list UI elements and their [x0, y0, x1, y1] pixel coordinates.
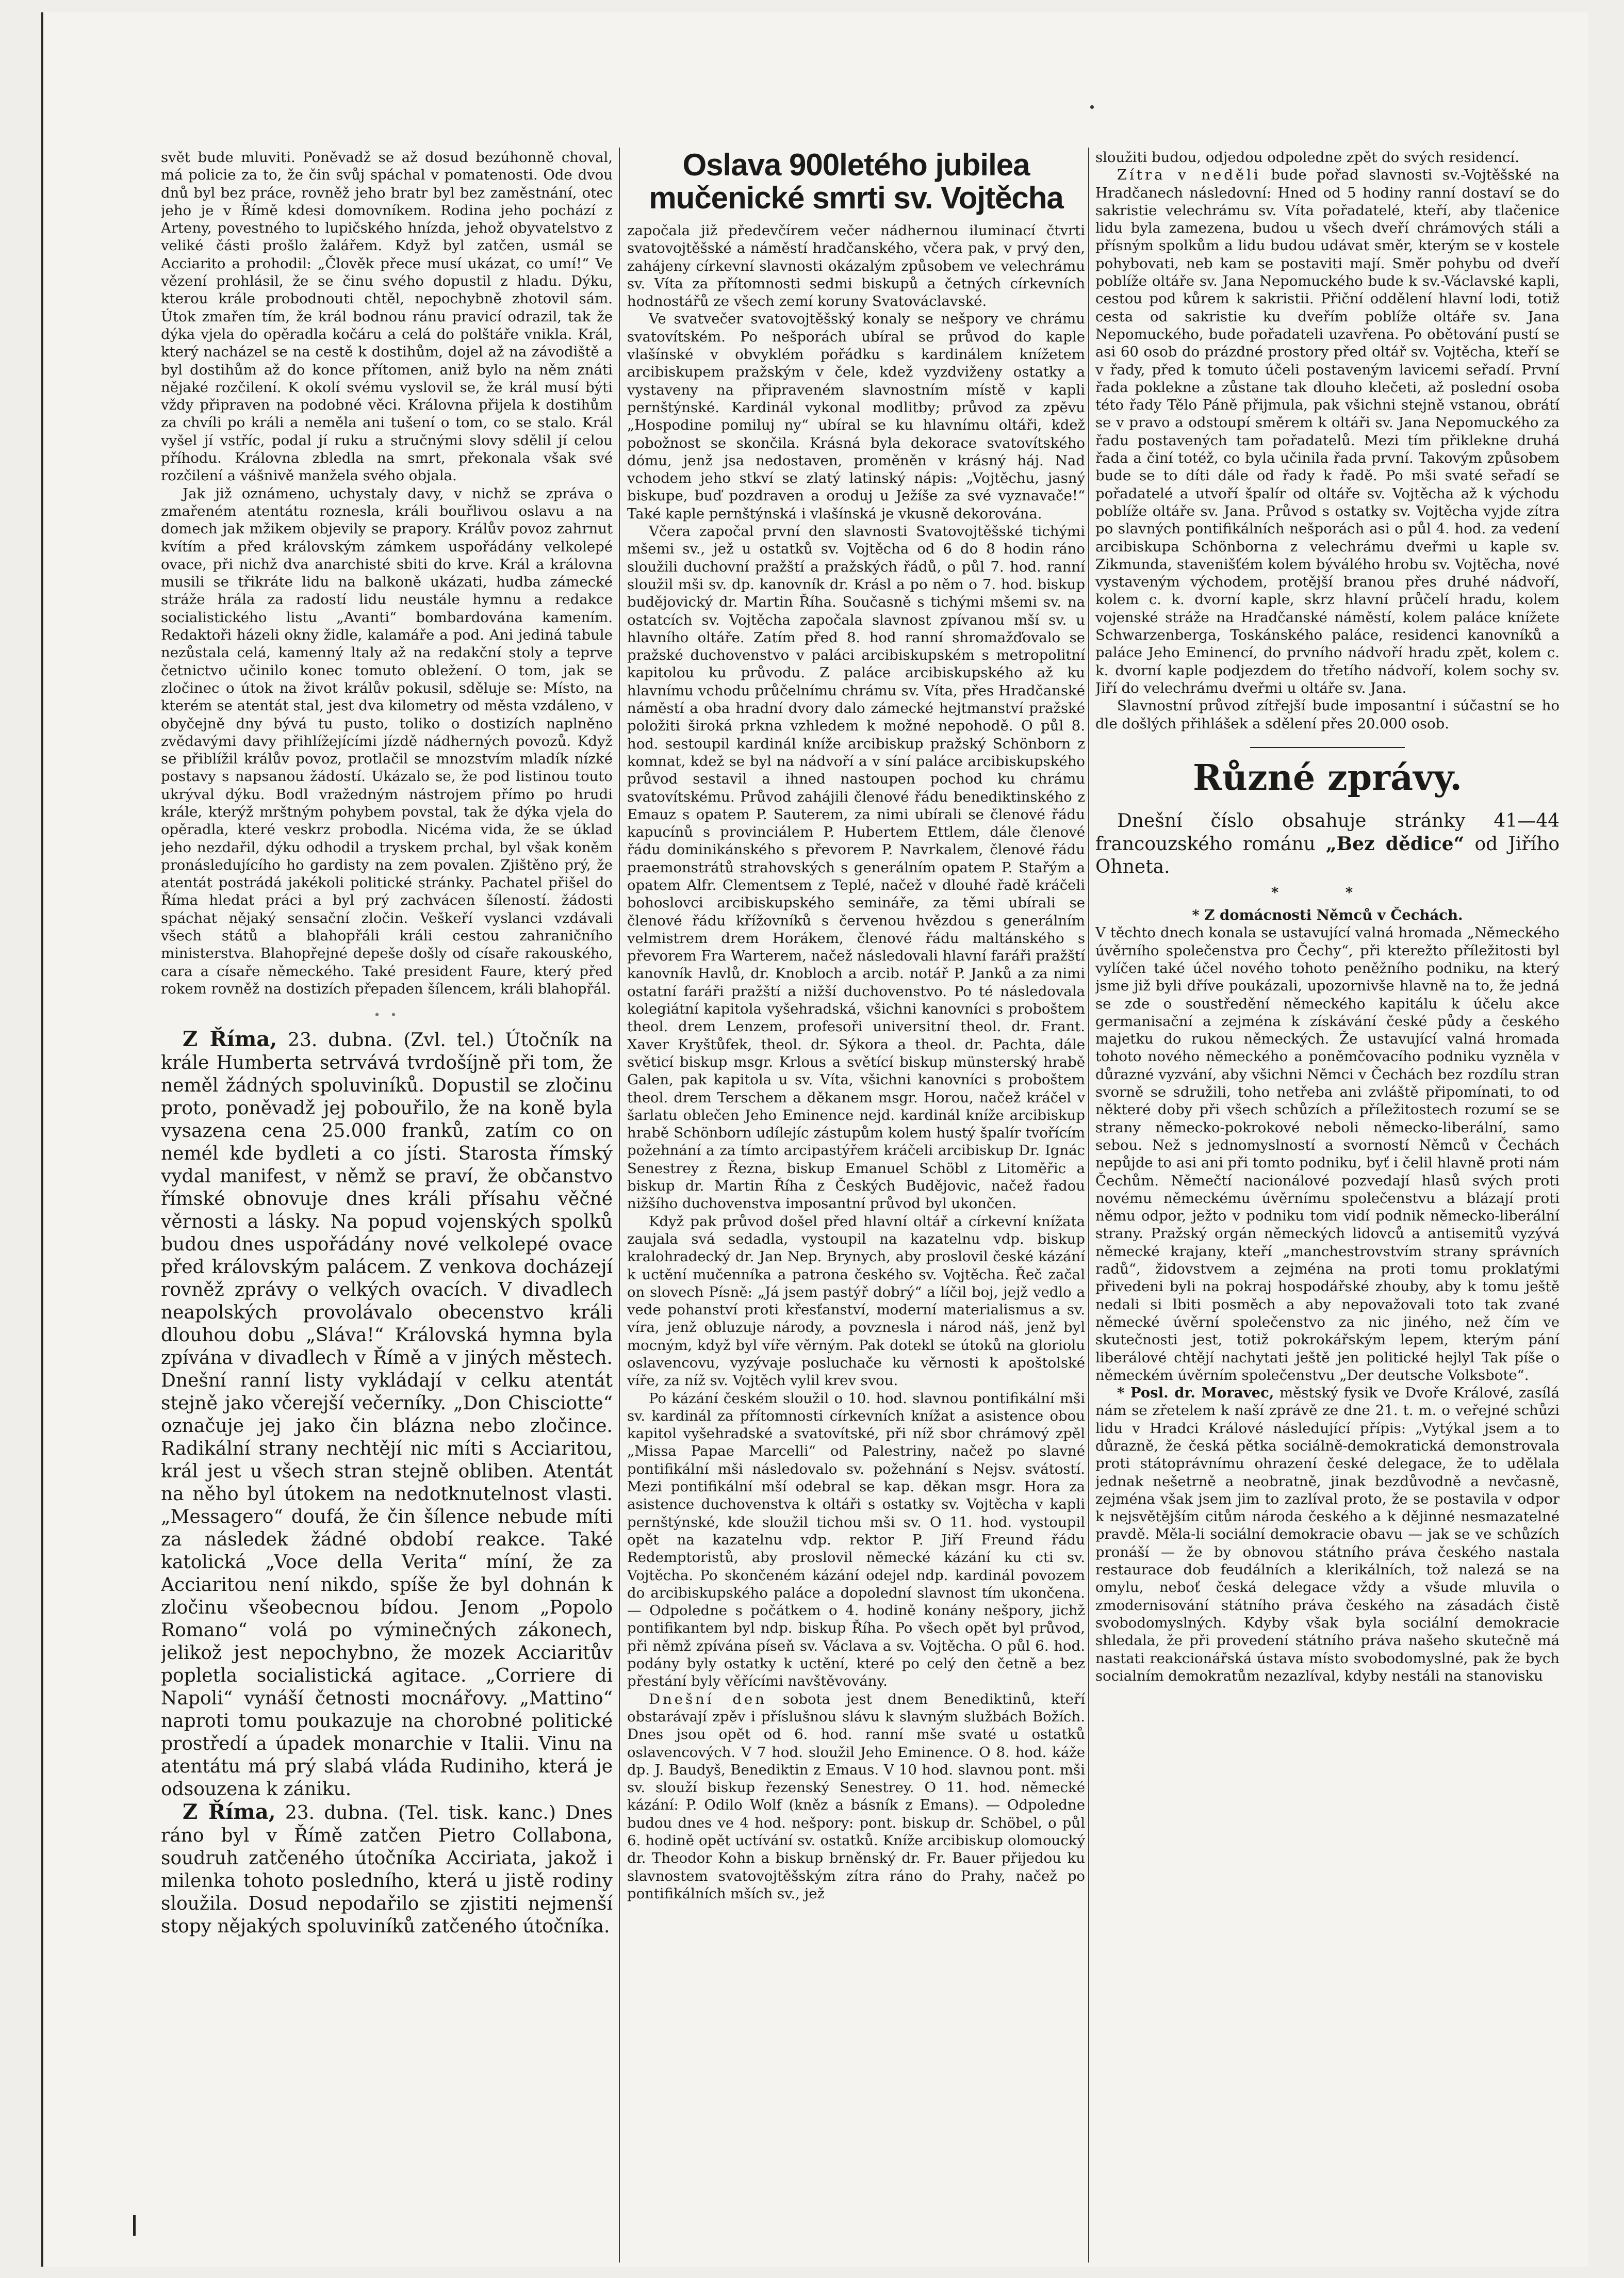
dateline-rome-2	[161, 1801, 613, 1938]
dateline-place: Z Říma,	[183, 1799, 276, 1824]
section-divider	[1250, 747, 1405, 748]
margin-mark	[133, 2215, 136, 2236]
rubric-heading: * Posl. dr. Moravec,	[1117, 1385, 1274, 1402]
paragraph-text: městský fysik ve Dvoře Králové, zasílá nám se zřetelem k naší zprávě ze dne 21. t. m. o veřejné schůzi lidu v Hradci Králové následující přípis: „Vytýkal jsem a to důrazně, že česká pětka sociálně-demokratická demonstrovala proti státoprávnímu ohrazení české delegace, že to udělala jednak nešetrně a neobratně, jinak bezdůvodně a nevčasně, zejména však jsem jim to zazlíval proto, že se postavila v odpor k nejsvětějším citům národa českého a k dějinné nesmazatelné pravdě. Měla-li sociální demokracie obavu — jak se ve schůzích pronáší — že by obnovou státního práva českého nastala restaurace dob feudálních a klerikálních, tož nalezá se na omylu, neboť česká delegace vždy a všude mluvila o zmodernisování státního práva českého na zásadách čistě svobodomyslných. Kdyby však byla sociální demokracie shledala, že při provedení státního práva našeho skutečně má nastati reakcionářská ústava místo svobodomyslné, pak že bych socialním demokratům nezazlíval, kdyby nestáli na stanovisku	[1095, 1385, 1560, 1684]
paragraph-text: sobota jest dnem Benediktinů, kteří obstarávají zpěv i příslušnou slávu k slavným službách Božích. Dnes jsou opět od 6. hod. ranní mše svaté u ostatků oslavencových. V 7 hod. sloužil Jeho Eminence. O 8. hod. káže dp. J. Baudyš, Benediktin z Emaus. V 10 hod. slavnou pont. mši sv. slouží biskup řezenský Senestrey. O 11. hod. německé kázání: P. Odilo Wolf (kněz a básník z Emans). — Odpoledne budou dnes ve 4 hod. nešpory: pont. biskup dr. Schöbel, o půl 6. hodině opět uctívání sv. ostatků. Kníže arcibiskup olomoucký dr. Theodor Kohn a biskup brněnský dr. Fr. Bauer přijedou ku slavnostem svatovojtěšským zítra ráno do Prahy, načež po pontifikálních mších sv., jež	[627, 1690, 1085, 1902]
notice-author: od Jiřího Ohneta.	[1095, 833, 1560, 877]
dateline-text: 23. dubna. (Zvl. tel.) Útočník na krále Humberta setrvává tvrdošíjně při tom, že neměl žádných spoluviníků. Dopustil se zločinu proto, poněvadž jej pobouřilo, že na koně byla vysazena cena 25.000 franků, zatím co on nemél kde bydleti a co jísti. Starosta římský vydal manifest, v němž se praví, že občanstvo římské obnovuje dnes králi přísahu věčné věrnosti a lásky. Na popud vojenských spolků budou dnes uspořádány nové velkolepé ovace před královským palácem. Z venkova docházejí rovněž zprávy o velkých ovacích. V divadlech neapolských provolávalo obecenstvo králi dlouhou dobu „Sláva!“ Královská hymna byla zpívána v divadlech v Římě a v jiných městech. Dnešní ranní listy vykládají v celku atentát stejně jako včerejší večerníky. „Don Chisciotte“ označuje jej jako čin blázna nebo zločince. Radikální strany nechtějí nic míti s Acciaritou, král jest u všech stran stejně obliben. Atentát na něho byl útokem na nedotknutelnost vlasti. „Messagero“ doufá, že čin šílence nebude míti za následek žádné období reakce. Také katolická „Voce della Verita“ míní, že za Acciaritou není nikdo, spíše že byl dohnán k zločinu všeobecnou bídou. Jenom „Popolo Romano“ volá po výminečných zákonech, jelikož jest nepochybno, že mozek Acciaritův popletla socialistická agitace. „Corriere di Napoli“ vynáší četnosti mocnářovy. „Mattino“ naproti tomu poukazuje na chorobné politické prostředí a úpadek monarchie v Italii. Vinu na atentátu má prý slabá vláda Rudiniho, která je odsouzena k zániku.	[161, 1029, 613, 1800]
column-1	[161, 149, 613, 2202]
article-continuation: sloužiti budou, odjedou odpoledne zpět do svých residencí.	[1095, 149, 1519, 166]
article-continuation: svět bude mluviti. Poněvadž se až dosud bezúhonně choval, má policie za to, že čin svůj spáchal v pomatenosti. Ode dvou dnů byl bez práce, rovněž jeho bratr byl bez zaměstnání, otec jeho je v Římě kdesi domovníkem. Rodina jeho pochází z Arteny, povestného to lupičského hnízda, jehož obyvatelstvo z veliké části prošlo žalářem. Když byl zatčen, usmál se Acciarito a prohodil: „Člověk přece musí ukázat, co umí!“ Ve vězení prohlásil, že se činu svého dopustil z hladu. Dýku, kterou krále probodnouti chtěl, nepochybně zhotovil sám. Útok zmařen tím, že král bodnou ránu pravicí odrazil, tak že dýka vjela do opěradla kočáru a celá do polštáře vnikla. Král, který nacházel se na cestě k dostihům, dojel až na závodiště a byl dostihům až do konce přítomen, aniž bylo na něm znáti nějaké rozčilení. K okolí svému vyslovil se, že král musí býti vždy připraven na podobné věci. Královna přijela k dostihům za chvíli po králi a neměla ani tušení o tom, co se stalo. Král vyšel jí vstříc, podal jí ruku a stručnými slovy sdělil jí celou příhodu. Královna zbledla na smrt, překonala však své rozčilení a vášnivě manžela svého objala.	[161, 149, 613, 484]
separator-stars: * *	[1271, 884, 1384, 901]
novel-notice	[1095, 810, 1560, 878]
article-paragraph: započala již předevčírem večer nádhernou iluminací čtvrti svatovojtěšské a náměstí hradčanského, včera pak, v prvý den, zahájeny církevní slavnosti okázalým způsobem ve velechrámu sv. Víta za přítomnosti sedmi biskupů a četných církevních hodnostářů ze všech zemí koruny Svatováclavské.	[627, 222, 1085, 310]
dateline-place: Z Říma,	[183, 1027, 277, 1051]
article-paragraph: Včera započal první den slavnosti Svatovojtěšské tichými mšemi sv., jež u ostatků sv. Vojtěcha od 6 do 8 hodin ráno sloužili duchovní pražští a pražských řádů, o půl 7. hod. ranní sloužil mši sv. dp. kanovník dr. Krásl a po něm o 7. hod. biskup budějovický dr. Martin Říha. Současně s tichými mšemi sv. na ostatcích sv. Vojtěcha započala slavnost zpívanou mší sv. u hlavního oltáře. Zatím před 8. hod ranní shromažďovalo se pražské duchovenstvo v paláci arcibiskupském s metropolitní kapitolou ku průvodu. Z paláce arcibiskupského až ku hlavnímu vchodu průčelnímu chrámu sv. Víta, přes Hradčanské náměstí a oba hradní dvory dalo zámecké hejtmanství pražské položiti široká prkna vzhledem k možné nepohodě. O půl 8. hod. sestoupil kardinál kníže arcibiskup pražský Schönborn z komnat, kdež se byl na nádvoří a v síní paláce arcibiskupského průvod sestavil a ihned nastoupen pochod ku chrámu svatovítskému. Průvod zahájili členové řádu benediktinského z Emauz s opatem P. Sauterem, za nimi ubírali se členové řádu kapucínů s provinciálem P. Hubertem Ettlem, dále členové řádu dominikánského s převorem P. Navrkalem, členové řádu praemonstrátů strahovských s generálním opatem P. Stařým a opatem Alfr. Clementsem z Teplé, načež v dlouhé řadě kráčeli bohoslovci arcibiskupského semináře, za těmi ubírali se členové řádu křížovníků s červenou hvězdou s generálním velmistrem drem Horákem, členové řádu maltánského s převorem Fra Warterem, načež následovali hlavní faráři pražští kanovník Havlů, dr. Knobloch a arcib. notář P. Janků a za nimi ostatní faráři pražští a nižší duchovenstvo. Po té následovala kolegiátní kapitola vyšehradská, všichni kanovníci s proboštem theol. drem Lenzem, profesoři universitní theol. dr. Frant. Xaver Kryštůfek, theol. dr. Sýkora a theol. dr. Pachta, dále světicí biskup msgr. Krlous a světící biskup münsterský hrabě Galen, pak kapitola u sv. Víta, všichni kanovníci s proboštem theol. drem Terschem a děkanem msgr. Horou, načež kráčel v šarlatu oblečen Jeho Eminence nejd. kardinál kníže arcibiskup hrabě Schönborn udílejíc zástupům kolem hustý špalír tvořícím požehnání a za tímto arcipastýřem kráčeli arcibiskup Dr. Ignác Senestrey z Řezna, biskup Emanuel Schöbl z Litoměřic a biskup dr. Martin Říha z Českých Budějovic, načež řadou nižšího duchovenstva imposantní průvod byl ukončen.	[627, 523, 1085, 1212]
novel-title: „Bez dědice“	[1325, 833, 1465, 855]
article-headline: Oslava 900letého jubilea mučenické smrti sv. Vojtěcha	[649, 149, 1063, 215]
article-paragraph: Jak již oznámeno, uchystaly davy, v nichž se zpráva o zmařeném atentátu roznesla, králi bouřlivou oslavu a na domech jak mžikem objevily se prapory. Králův povoz zahrnut kvítím a před královským zámkem uspořádány velkolepé ovace, při nichž dva anarchisté sbiti do krve. Král a královna musili se třikráte lidu na balkoně ukázati, hudba zámecké stráže hrála za radostí lidu neustále hymnu a redakce socialistického listu „Avanti“ bombardována kamením. Redaktoři házeli okny židle, kalamáře a pod. Ani jediná tabule nezůstala celá, kamenný ltaly až na redakční stoly a teprve četnictvo učinilo konec tomuto obležení. O tom, jak se zločinec o útok na život králův pokusil, sděluje se: Místo, na kterém se atentát stal, jest dva kilometry od města vzdáleno, v obyčejně dny bývá tu pusto, toliko o dostizích naplněno zvědavými davy přihlížejícími jízdě nádherných povozů. Když se přiblížil králův povoz, protlačil se mnozstvím mladík nízké postavy s napsanou žádostí. Ukázalo se, že pod listinou touto ukrýval dýku. Bodl vražedným nástrojem přímo po hrudi krále, kterýž mrštným pohybem povstal, tak že dýka vjela do opěradla, které veskrz probodla. Nicéma vida, že se úklad jeho nezdařil, dýku odhodil a tryskem prchal, byl však koněm pronásledujícího ho gardisty na zem povalen. Zjištěno prý, že atentát postrádá jakékoli politické stránky. Pachatel přišel do Říma hledat práci a byl prý zachvácen šíleností. žádosti spáchat nějaký sensační zločin. Veškeří vyslanci vzdávali všech států a blahopřáli králi cestou zahraničního ministerstva. Blahopřejné depeše došly od císaře rakouského, cara a císaře německého. Také president Faure, který před rokem rovněž na dostizích přepaden šílencem, králi blahopřál.	[161, 485, 613, 997]
article-paragraph: Po kázání českém sloužil o 10. hod. slavnou pontifikální mši sv. kardinál za přítomnosti církevních knížat a asistence obou kapitol vyšehradské a svatovítské, při níž sbor chrámový zpěl „Missa Papae Marcelli“ od Palestriny, načež po slavné pontifikální mši následovalo sv. požehnání s Nejsv. svátostí. Mezi pontifikální mší odebral se kap. děkan msgr. Hora za asistence duchovenstva k oltáři s ostatky sv. Vojtěcha v kapli pernštýnské, kde sloužil tichou mši sv. O 11. hod. vystoupil opět na kazatelnu vdp. rektor P. Jiří Freund řádu Redemptoristů, aby proslovil německé kázání ku cti sv. Vojtěcha. Po skončeném kázání odejel ndp. kardinál povozem do arcibiskupského paláce a dopolední slavnost tím ukončena. — Odpoledne s počátkem o 4. hodině konány nešpory, jichž pontifikantem byl ndp. biskup Říha. Po všech opět byl průvod, při němž zpívána píseň sv. Václava a sv. Vojtěcha. O půl 6. hod. podány byly ostatky k uctění, které po celý den četně a bez přestání byly věřícími navštěvovány.	[627, 1390, 1085, 1690]
article-paragraph: Ve svatvečer svatovojtěšský konaly se nešpory ve chrámu svatovítském. Po nešporách ubíral se průvod do kaple vlašínské v obvyklém pořádku s kardinálem knížetem arcibiskupem pražským v čele, kdež vyzdviženy ostatky a vystaveny na připraveném slavnostním místě v kapli pernštýnské. Kardinál vykonal modlitby; průvod za zpěvu „Hospodine pomiluj ny“ ubíral se ku hlavnímu oltáři, kdež pobožnost se skončila. Krásná byla dekorace svatovítského dómu, jenž jsa nedostaven, proměněn v krásný háj. Nad vchodem jeho stkví se zlatý latinský nápis: „Vojtěchu, jasný biskupe, buď pozdraven a oroduj u Ježíše za své vyznavače!“ Také kaple pernštýnská i vlašínská je vkusně dekorována.	[627, 311, 1085, 522]
column-3	[1095, 149, 1560, 2233]
column-2	[627, 149, 1085, 2233]
article-paragraph	[1095, 166, 1560, 697]
column-rule-right	[1088, 148, 1089, 2263]
dateline-rome-1	[161, 1028, 613, 1801]
paragraph-text: bude pořad slavnosti sv.-Vojtěšské na Hradčanech následovní: Hned od 5 hodiny ranní dostaví se do sakristie velechrámu sv. Víta pořadatelé, kteří, aby tlačenice lidu byla zamezena, budou u všech dveří chrámových stáli a přísným spolkům a lidu budou udávat směr, kterým se v kostele pohybovati, neb kam se postaviti mají. Směr pohybu od dveří poblíže oltáře sv. Jana Nepomuckého bude k sv.-Václavské kapli, cestou pod kůrem k sakristii. Přiční oddělení hlavní lodi, totiž cesta od sakristie ku dveřím poblíže oltáře sv. Jana Nepomuckého, bude pořadateli uzavřena. Po obětování pustí se asi 60 osob do prázdné prostory před oltář sv. Vojtěcha, kteří se v řady, před k tomuto účeli postaveným lavicemi seřadí. První řada poklekne a zůstane tak dlouho klečeti, až poslední osoba této řady Tělo Páně přijmula, pak všichni stejně vstanou, obrátí se v pravo a odstoupí směrem k oltáři sv. Jana Nepomuckého za řadu postavených tam pořadatelů. Mezi tím přiklekne druhá řada a činí totéž, co byla učinila řada první. Takovým způsobem bude se to díti dále od řady k řadě. Po mši svaté seřadí se pořadatelé a utvoří špalír od oltáře sv. Vojtěcha až k východu poblíže oltáře sv. Jana. Průvod s ostatky sv. Vojtěcha vyjde zítra po slavných pontifikálních nešporách asi o půl 4. hod. za vedení arcibiskupa Schönborna z velechrámu dveřmi u kaple sv. Zikmunda, stavenišťém kolem býválého hrobu sv. Vojtěcha, nové vystaveným východem, protější branou přes druhé nádvoří, kolem c. k. dvorní kaple, skrz hlavní průčelí hradu, kolem vojenské stráže na Hradčanské náměstí, kolem paláce knížete Schwarzenberga, Toskánského paláce, residenci kanovníků a paláce Jeho Eminencí, do prvního nádvoří hradu zpět, kolem c. k. dvorní kaple podjezdem do třetího nádvoří, kolem sochy sv. Jiří do velechrámu dveřmi u oltáře sv. Jana.	[1095, 167, 1560, 696]
spaced-lead: Dnešní den	[649, 1690, 767, 1707]
article-paragraph	[627, 1690, 1085, 1903]
spaced-lead: Zítra v neděli	[1117, 167, 1261, 184]
article-paragraph: V těchto dnech konala se ustavující valná hromada „Německého úvěrního společenstva pro Čechy“, při kterežto příležitosti byl vylíčen také účel nového tohoto peněžního podniku, na který jsme již byli dříve poukázali, upozornivše hlavně na to, že jedná se zde o soustředění německého kapitálu k účelu akce germanisační a zejména k získávání české půdy a českého majetku do rukou německých. Že ustavující valná hromada tohoto nového německého a poněmčovacího podniku vyzněla v důrazné vyzvání, aby všichni Němci v Čechách bez rozdílu stran svorně se sdružili, toho netřeba ani zvláště připomínati, to od některé doby při všech schůzích a příležitostech rozumí se se strany německo-pokrokové neboli německo-liberální, samo sebou. Než s jednomyslností a svorností Němců v Čechách nepůjde to asi ani při tomto podniku, byť i čelil hlavně proti nám Čechům. Němečtí nacionálové pozvedají hlasů svých proti novému německému úvěrnímu společenstvu a blázají proti němu odpor, ježto v podniku tom vidí podnik německo-liberální strany. Pražský orgán německých lidovců a antisemitů vyzývá německé krajany, kteří „manchestrovstvím strany správních radů“, židovstvem a zejména na proti tomu proklatými přivedeni byli na pokraj hospodářské zhouby, aby k tomu ještě nedali si lbiti posměch a aby nepovažovali toto tak zvané německé úvěrní společenstvo za nic jiného, než čím ve skutečnosti jest, totiž pokrokářským lepem, kterým pání liberálové chtějí nachytati ještě jen politické hejlyl Tak píše o německém úvěrním společenstvu „Der deutsche Volksbote“.	[1095, 924, 1560, 1384]
newspaper-page	[41, 12, 1588, 2267]
separator-stars: • •	[373, 1009, 400, 1022]
rubric-heading: * Z domácnosti Němců v Čechách.	[1192, 907, 1463, 924]
article-paragraph: Když pak průvod došel před hlavní oltář a církevní knížata zaujala svá sedadla, vystoupil na kazatelnu vdp. biskup kralohradecký dr. Jan Nep. Brynych, aby proslovil české kázání k uctění mučenníka a patrona českého sv. Vojtěcha. Řeč začal on slovech Písně: „Já jsem pastýř dobrý“ a líčil boj, jejž vedlo a vede pohanství proti křesťanství, moderní materialismus a sv. víra, jenž obluzuje národy, a povznesla i národ náš, jenž byl mocným, když byl víře věrným. Pak dotekl se útoků na gloriolu oslavencovu, vyzývaje posluchače ku věrnosti k apoštolské víře, za níž sv. Vojtěch vylil krev svou.	[627, 1213, 1085, 1389]
dateline-text: 23. dubna. (Tel. tisk. kanc.) Dnes ráno byl v Římě zatčen Pietro Collabona, soudruh zatčeného útočníka Acciriata, jakož i milenka tohoto posledního, která u jistě rodiny sloužila. Dosud nepodařilo se zjistiti nejmenší stopy nějakých spoluviníků zatčeného útočníka.	[161, 1802, 613, 1937]
section-title: Různé zprávy.	[1193, 757, 1462, 799]
notice-text: Dnešní číslo obsahuje stránky 41—44 francouzského románu	[1095, 810, 1560, 855]
column-rule-left	[619, 148, 620, 2263]
article-paragraph: Slavnostní průvod zítřejší bude imposantní i súčastní se ho dle došlých přihlášek a sdělení přes 20.000 osob.	[1095, 697, 1560, 732]
article-paragraph	[1095, 1384, 1560, 1685]
print-speck	[1090, 105, 1094, 109]
